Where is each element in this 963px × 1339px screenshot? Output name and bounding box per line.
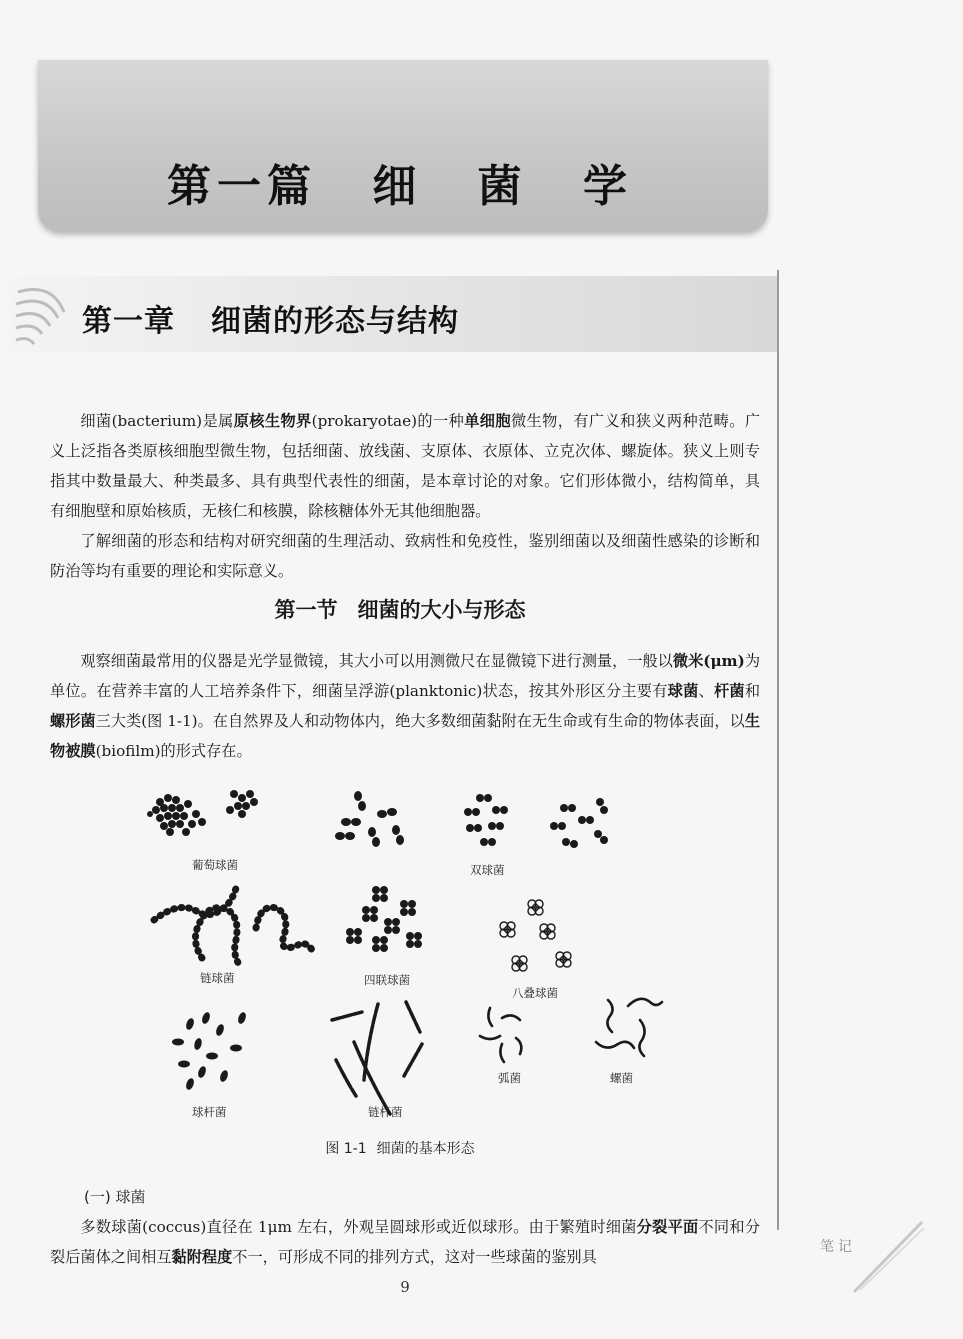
label-tetrad: 四联球菌 [364, 973, 410, 987]
label-spirillum: 螺菌 [610, 1071, 633, 1085]
label-vibrio: 弧菌 [498, 1071, 521, 1085]
intro-paragraph-2: 了解细菌的形态和结构对研究细菌的生理活动、致病性和免疫性，鉴别细菌以及细菌性感染的诊断和防治等均有重要的理论和实际意义。 [50, 532, 760, 580]
streptococcus-chain-2 [195, 908, 240, 966]
bold-term: 杆菌 [713, 682, 745, 700]
intro-paragraph-1 [50, 406, 760, 526]
label-streptococcus: 链球菌 [200, 971, 235, 985]
swirl-ornament-icon [12, 282, 72, 348]
label-staphylococcus: 葡萄球菌 [192, 858, 238, 872]
streptobacillus-drawing [332, 1002, 422, 1114]
coccus-paragraph-1 [50, 1212, 760, 1272]
coccobacillus-drawing [172, 1011, 247, 1091]
section-heading [0, 594, 800, 624]
vibrio-drawing [480, 1008, 521, 1062]
label-streptobacillus: 链杆菌 [368, 1105, 403, 1119]
section-paragraph-1 [50, 646, 760, 766]
page-number: 9 [400, 1278, 410, 1296]
bold-term: 黏附程度 [171, 1248, 233, 1266]
figure-caption [0, 1138, 800, 1158]
tetrad-drawing [346, 886, 422, 952]
streptococcus-chain-3 [256, 907, 312, 950]
spirillum-drawing [596, 999, 662, 1056]
page-edge-line [777, 270, 779, 1230]
chapter-number: 第一章 [82, 304, 175, 339]
text-run: 和 [744, 682, 761, 700]
text-run: 多数球菌(coccus)直径在 1μm 左右，外观呈圆球形或近似球形。由于繁殖时细菌 [80, 1218, 637, 1236]
label-sarcina: 八叠球菌 [512, 986, 558, 1000]
bold-term: 原核生物界 [233, 412, 312, 430]
figure-caption-text: 细菌的基本形态 [376, 1141, 475, 1157]
part-title: 第一篇 细 菌 学 [167, 161, 633, 212]
chapter-heading [82, 296, 459, 340]
notes-label: 笔记 [820, 1239, 856, 1255]
bold-term: 单细胞 [464, 412, 511, 430]
text-run: (prokaryotae)的一种 [311, 412, 465, 430]
figure-drawing [140, 780, 680, 1120]
diplococcus-drawing [335, 791, 608, 848]
coccus-heading: (一) 球菌 [84, 1188, 146, 1206]
label-diplococcus: 双球菌 [470, 863, 505, 877]
bold-term: 分裂平面 [636, 1218, 699, 1236]
streptococcus-chain-1 [154, 888, 236, 920]
text-run: 微生物，有广义和狭义两种范畴。广义上泛指各类原核细胞型微生物，包括细菌、放线菌、支原体、衣原体、立克次体、螺旋体。狭义上则专指其中数量最大、种类最多、具有典型代表性的细菌，是本章讨论的对象。它们形体微小，结构简单，具有细胞壁和原始核质，无核仁和核膜，除核糖体外无其他细胞器。 [50, 412, 761, 520]
text-run: 为单位。在营养丰富的人工培养条件下，细菌呈浮游(planktonic)状态，按其外形区分主要有 [50, 652, 761, 700]
text-run: 观察细菌最常用的仪器是光学显微镜，其大小可以用测微尺在显微镜下进行测量，一般以 [80, 652, 673, 670]
bold-term: 微米(μm) [672, 652, 745, 670]
sarcina-drawing [500, 900, 571, 971]
label-coccobacillus: 球杆菌 [192, 1105, 227, 1119]
text-run: 不一，可形成不同的排列方式，这对一些球菌的鉴别具 [232, 1248, 597, 1266]
text-run: (biofilm)的形式存在。 [95, 742, 252, 760]
section-number: 第一节 [274, 598, 338, 622]
margin-pen-line-icon [850, 1216, 930, 1296]
text-run: 不同和分裂后菌体之间相互 [50, 1218, 761, 1266]
text-run: 三大类(图 1-1)。在自然界及人和动物体内，绝大多数细菌黏附在无生命或有生命的物体表面，以 [95, 712, 745, 730]
bold-term: 生物被膜 [50, 712, 761, 760]
figure-caption-number: 图 1-1 [325, 1141, 367, 1157]
bold-term: 螺形菌 [50, 712, 96, 730]
chapter-title: 细菌的形态与结构 [211, 304, 459, 339]
figure-bacteria-morphology [140, 780, 680, 1124]
text-run: 、 [698, 682, 714, 700]
staphylococcus-drawing [147, 790, 258, 836]
text-run: 细菌(bacterium)是属 [80, 412, 234, 430]
section-title: 细菌的大小与形态 [357, 598, 526, 622]
bold-term: 球菌 [667, 682, 699, 700]
